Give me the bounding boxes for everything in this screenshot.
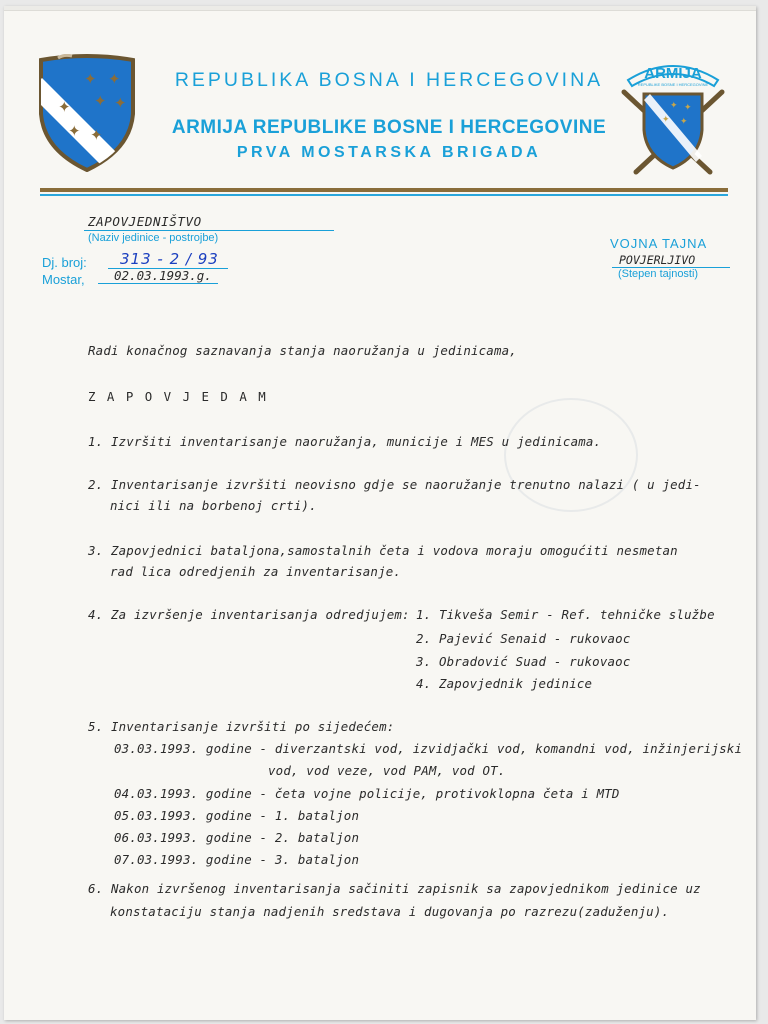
badge-title: ARMIJA: [644, 65, 702, 82]
svg-text:✦: ✦: [84, 70, 97, 88]
order-heading: Z A P O V J E D A M: [88, 389, 268, 404]
date-underline: [98, 283, 218, 284]
coat-of-arms-logo: [38, 54, 136, 172]
item-3-line-1: 3. Zapovjednici bataljona,samostalnih četa i vodova moraju omogućiti nesmetan: [88, 543, 678, 558]
item-6-line-2: konstataciju stanja nadjenih sredstava i dugovanja po razrezu(zaduženju).: [110, 904, 670, 919]
reference-label: Dj. broj:: [42, 255, 87, 270]
schedule-row: 06.03.1993. godine - 2. bataljon: [114, 830, 360, 845]
secrecy-level: POVJERLJIVO: [619, 253, 696, 267]
list-item: 2. Pajević Senaid - rukovaoc: [416, 631, 631, 646]
item-5-label: 5. Inventarisanje izvršiti po sijedećem:: [88, 719, 395, 734]
list-item: 1. Tikveša Semir - Ref. tehničke službe: [416, 607, 715, 622]
secrecy-title: VOJNA TAJNA: [610, 236, 708, 251]
letterhead-rule-gold: [40, 188, 728, 192]
reference-number: 313 - 2 / 93: [120, 250, 219, 268]
schedule-row: 07.03.1993. godine - 3. bataljon: [114, 852, 360, 867]
svg-text:✦: ✦: [90, 126, 103, 144]
list-item: 4. Zapovjednik jedinice: [416, 676, 593, 691]
letterhead-brigade: PRVA MOSTARSKA BRIGADA: [236, 144, 542, 161]
letterhead-country: REPUBLIKA BOSNA I HERCEGOVINA: [174, 69, 604, 91]
schedule-row: 04.03.1993. godine - četa vojne policije, protivoklopna četa i MTD: [114, 786, 620, 801]
svg-text:✦: ✦: [670, 101, 678, 111]
svg-text:✦: ✦: [662, 115, 670, 125]
letterhead-rule-blue: [40, 194, 728, 196]
badge-subtitle: REPUBLIKE BOSNE I HERCEGOVINE: [637, 82, 709, 87]
unit-name: ZAPOVJEDNIŠTVO: [88, 214, 202, 229]
list-item: 3. Obradović Suad - rukovaoc: [416, 654, 631, 669]
item-4-label: 4. Za izvršenje inventarisanja odredjujem:: [88, 607, 410, 622]
item-1: 1. Izvršiti inventarisanje naoružanja, municije i MES u jedinicama.: [88, 434, 602, 449]
unit-caption: (Naziv jedinice - postrojbe): [88, 232, 219, 244]
item-2-line-1: 2. Inventarisanje izvršiti neovisno gdje se naoružanje trenutno nalazi ( u jedi-: [88, 477, 701, 492]
document-date: 02.03.1993.g.: [114, 268, 212, 283]
item-3-line-2: rad lica odredjenih za inventarisanje.: [110, 564, 402, 579]
item-2-line-2: nici ili na borbenoj crti).: [110, 498, 317, 513]
svg-text:✦: ✦: [108, 70, 121, 88]
unit-name-underline: [84, 230, 334, 231]
svg-text:✦: ✦: [114, 94, 127, 112]
place-label: Mostar,: [42, 272, 85, 287]
schedule-row: vod, vod veze, vod PAM, vod OT.: [268, 763, 506, 778]
schedule-row: 05.03.1993. godine - 1. bataljon: [114, 808, 360, 823]
intro-text: Radi konačnog saznavanja stanja naoružanja u jedinicama,: [88, 343, 517, 358]
svg-text:✦: ✦: [680, 117, 688, 127]
faint-stamp-impression: [504, 398, 638, 512]
secrecy-caption: (Stepen tajnosti): [618, 268, 699, 280]
schedule-row: 03.03.1993. godine - diverzantski vod, izvidjački vod, komandni vod, inžinjerijski: [114, 741, 743, 756]
item-6-line-1: 6. Nakon izvršenog inventarisanja sačiniti zapisnik sa zapovjednikom jedinice uz: [88, 881, 701, 896]
svg-text:✦: ✦: [68, 122, 81, 140]
document-page: [4, 6, 756, 1020]
letterhead-army: ARMIJA REPUBLIKE BOSNE I HERCEGOVINE: [171, 117, 607, 138]
svg-text:✦: ✦: [58, 98, 71, 116]
svg-text:✦: ✦: [94, 92, 107, 110]
army-badge-logo: [618, 56, 728, 180]
svg-text:✦: ✦: [684, 103, 692, 113]
